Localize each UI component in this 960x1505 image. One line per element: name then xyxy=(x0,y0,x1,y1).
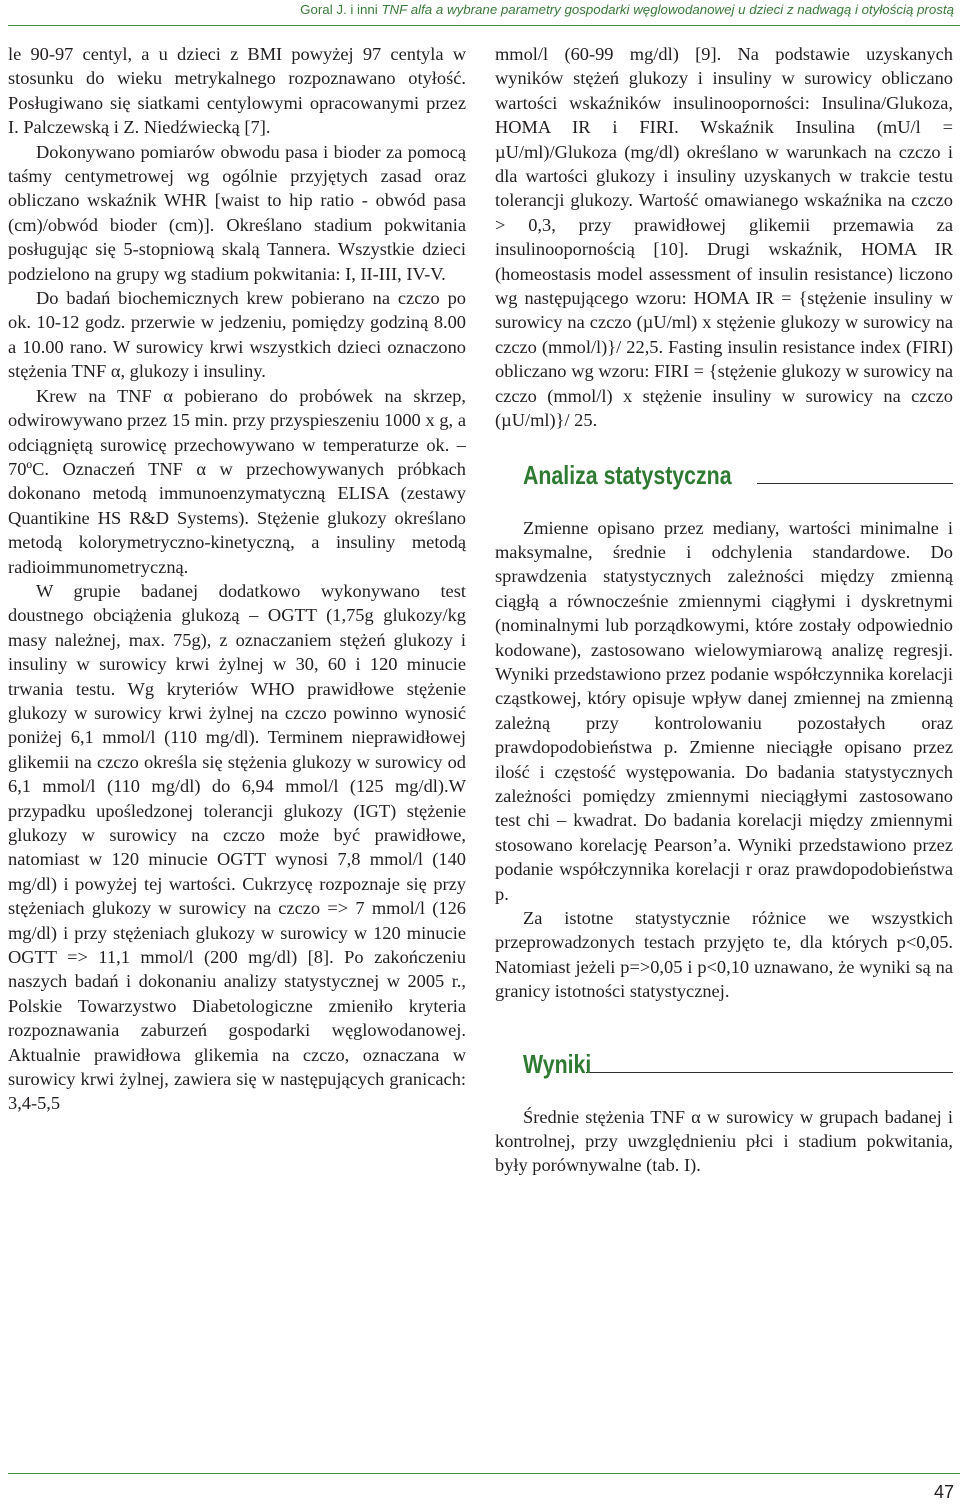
running-header xyxy=(300,0,954,24)
right-column xyxy=(495,42,953,1178)
paragraph: Średnie stężenia TNF α w surowicy w grupach badanej i kontrolnej, przy uwzględnieniu płci i stadium pokwitania, były porównywalne (tab. I). xyxy=(495,1106,953,1176)
paragraph: mmol/l (60-99 mg/dl) [9]. Na podstawie uzyskanych wyników stężeń glukozy i insuliny w surowicy obliczano wartości wskaźników insulinooporności: Insulina/Glukoza, HOMA IR i FIRI. Wskaźnik Insulina (mU/l = µU/ml)/Glukoza (mg/dl) określano w warunkach na czczo i dla wartości glukozy i insuliny uzyskanych w trakcie testu tolerancji glukozy. Wartość omawianego wskaźnika na czczo > 0,3, przy prawidłowej glikemii przemawia za insulinoopornością [10]. Drugi wskaźnik, HOMA IR (homeostasis model assessment of insulin resistance) liczono wg następującego wzoru: HOMA IR = {stężenie insuliny w surowicy na czczo (µU/ml) x stężenie glukozy w surowicy na czczo (mmol/l)}/ 22,5. Fasting insulin resistance index (FIRI) obliczano wg wzoru: FIRI = {stężenie glukozy w surowicy na czczo (mmol/l) x stężenie insuliny w surowicy na czczo (µU/ml)}/ 25. xyxy=(495,44,953,431)
page-number: 47 xyxy=(933,1482,954,1502)
left-column xyxy=(8,42,466,1116)
heading-rule xyxy=(757,483,953,484)
section-title: Wyniki xyxy=(523,1048,592,1079)
header-authors: Goral J. i inni xyxy=(300,2,378,17)
paragraph: Zmienne opisano przez mediany, wartości minimalne i maksymalne, średnie i odchylenia standardowe. Do sprawdzenia statystycznych zależności między zmienną ciągłą a równocześnie zmiennymi ciągłymi i dyskretnymi (nominalnymi lub porządkowymi, które zostały odpowiednio kodowane), zastosowano wielowymiarową analizę regresji. Wyniki przedstawiono przez podanie współczynnika korelacji cząstkowej, który opisuje wpływ danej zmiennej na zmienną zależną przy kontrolowaniu pozostałych oraz prawdopodobieństwa p. Zmienne nieciągłe opisano przez ilość i częstość występowania. Do badania statystycznych zależności pomiędzy zmiennymi nieciągłymi zastosowano test chi – kwadrat. Do badania korelacji między zmiennymi stosowano korelację Pearson’a. Wyniki przedstawiono przez podanie współczynnika korelacji r oraz prawdopodobieństwa p. xyxy=(495,517,953,904)
paragraph: W grupie badanej dodatkowo wykonywano test doustnego obciążenia glukozą – OGTT (1,75g glukozy/kg masy należnej, max. 75g), z oznaczaniem stężeń glukozy i insuliny w surowicy krwi żylnej w 30, 60 i 120 minucie trwania testu. Wg kryteriów WHO prawidłowe stężenie glukozy w surowicy krwi żylnej na czczo powinno wynosić poniżej 6,1 mmol/l (110 mg/dl). Terminem nieprawidłowej glikemii na czczo określa się stężenia glukozy w surowicy od 6,1 mmol/l (110 mg/dl) do 6,94 mmol/l (125 mg/dl).W przypadku upośledzonej tolerancji glukozy (IGT) stężenie glukozy w surowicy na czczo może być prawidłowe, natomiast w 120 minucie OGTT wynosi 7,8 mmol/l (140 mg/dl) i powyżej tej wartości. Cukrzycę rozpoznaje się przy stężeniach glukozy w surowicy na czczo => 7 mmol/l (126 mg/dl) i przy stężeniach glukozy w surowicy w 120 minucie OGTT => 11,1 mmol/l (200 mg/dl) [8]. Po zakończeniu naszych badań i dokonaniu analizy statystycznej w 2005 r., Polskie Towarzystwo Diabetologiczne zmieniło kryteria rozpoznawania zaburzeń gospodarki węglowodanowej. Aktualnie prawidłowa glikemia na czczo, oznaczana w surowicy krwi żylnej, zawiera się w następujących granicach: 3,4-5,5 xyxy=(8,580,466,1114)
paragraph: Do badań biochemicznych krew pobierano na czczo po ok. 10-12 godz. przerwie w jedzeniu, pomiędzy godziną 8.00 a 10.00 rano. W surowicy krwi wszystkich dzieci oznaczono stężenia TNF α, glukozy i insuliny. xyxy=(8,288,466,382)
footer-rule xyxy=(8,1473,960,1474)
paragraph: le 90-97 centyl, a u dzieci z BMI powyżej 97 centyla w stosunku do wieku metrykalnego rozpoznawano otyłość. Posługiwano się siatkami centylowymi opracowanymi przez I. Palczewską i Z. Niedźwiecką [7]. xyxy=(8,44,466,138)
header-article-title: TNF alfa a wybrane parametry gospodarki węglowodanowej u dzieci z nadwagą i otyłością prostą xyxy=(381,2,954,17)
paragraph: Dokonywano pomiarów obwodu pasa i bioder za pomocą taśmy centymetrowej wg ogólnie przyjętych zasad oraz obliczano wskaźnik WHR [waist to hip ratio - obwód pasa (cm)/obwód bioder (cm)]. Określano stadium pokwitania posługując się 5-stopniową skalą Tannera. Wszystkie dzieci podzielono na grupy wg stadium pokwitania: I, II-III, IV-V. xyxy=(8,141,466,284)
paragraph: Za istotne statystycznie różnice we wszystkich przeprowadzonych testach przyjęto te, dla których p<0,05. Natomiast jeżeli p=>0,05 i p<0,10 uznawano, że wyniki są na granicy istotności statystycznej. xyxy=(495,908,953,1002)
heading-rule xyxy=(586,1072,953,1073)
header-rule xyxy=(8,25,960,26)
section-heading-statistics xyxy=(495,460,953,490)
section-heading-results xyxy=(495,1049,953,1079)
paragraph: Krew na TNF α pobierano do probówek na skrzep, odwirowywano przez 15 min. przy przyspieszeniu 1000 x g, a odciągniętą surowicę przechowywano w temperaturze ok. –70ºC. Oznaczeń TNF α w przechowywanych próbkach dokonano metodą immunoenzymatyczną ELISA (zestawy Quantikine HS R&D Systems). Stężenie glukozy określano metodą kolorymetryczno-kinetyczną, a insuliny metodą radioimmunometryczną. xyxy=(8,385,466,577)
section-title: Analiza statystyczna xyxy=(523,459,732,490)
